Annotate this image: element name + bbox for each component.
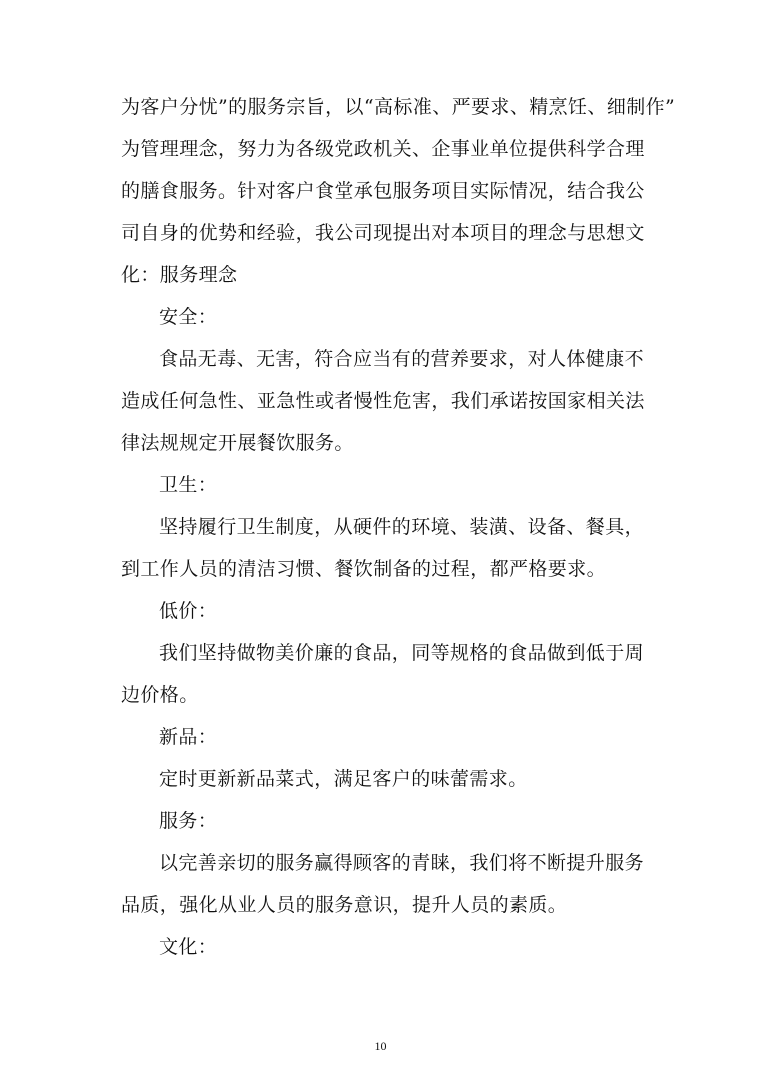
text-line: 司自身的优势和经验，我公司现提出对本项目的理念与思想文 [121, 222, 645, 244]
text-line: 为客户分忧”的服务宗旨，以“高标准、严要求、精烹饪、细制作” [121, 96, 676, 118]
text-line: 造成任何急性、亚急性或者慢性危害，我们承诺按国家相关法 [121, 390, 645, 412]
text-line: 的膳食服务。针对客户食堂承包服务项目实际情况，结合我公 [121, 180, 645, 202]
section-heading-new-products: 新品： [159, 726, 218, 748]
text-line: 律法规规定开展餐饮服务。 [121, 432, 354, 454]
page-number: 10 [374, 1039, 387, 1053]
text-line: 坚持履行卫生制度，从硬件的环境、装潢、设备、餐具， [159, 516, 645, 538]
text-line: 食品无毒、无害，符合应当有的营养要求，对人体健康不 [159, 348, 645, 370]
text-line: 化：服务理念 [121, 264, 238, 286]
text-line: 定时更新新品菜式，满足客户的味蕾需求。 [159, 768, 528, 790]
text-line: 边价格。 [121, 684, 199, 706]
section-heading-culture: 文化： [159, 936, 218, 958]
page-body [121, 86, 676, 968]
text-line: 我们坚持做物美价廉的食品，同等规格的食品做到低于周 [159, 642, 645, 664]
section-heading-safety: 安全： [159, 306, 218, 328]
section-heading-service: 服务： [159, 810, 218, 832]
text-line: 品质，强化从业人员的服务意识，提升人员的素质。 [121, 894, 568, 916]
text-line: 以完善亲切的服务赢得顾客的青睐，我们将不断提升服务 [159, 852, 645, 874]
section-heading-hygiene: 卫生： [159, 474, 218, 496]
text-line: 为管理理念，努力为各级党政机关、企事业单位提供科学合理 [121, 138, 645, 160]
section-heading-low-price: 低价： [159, 600, 218, 622]
text-line: 到工作人员的清洁习惯、餐饮制备的过程，都严格要求。 [121, 558, 607, 580]
